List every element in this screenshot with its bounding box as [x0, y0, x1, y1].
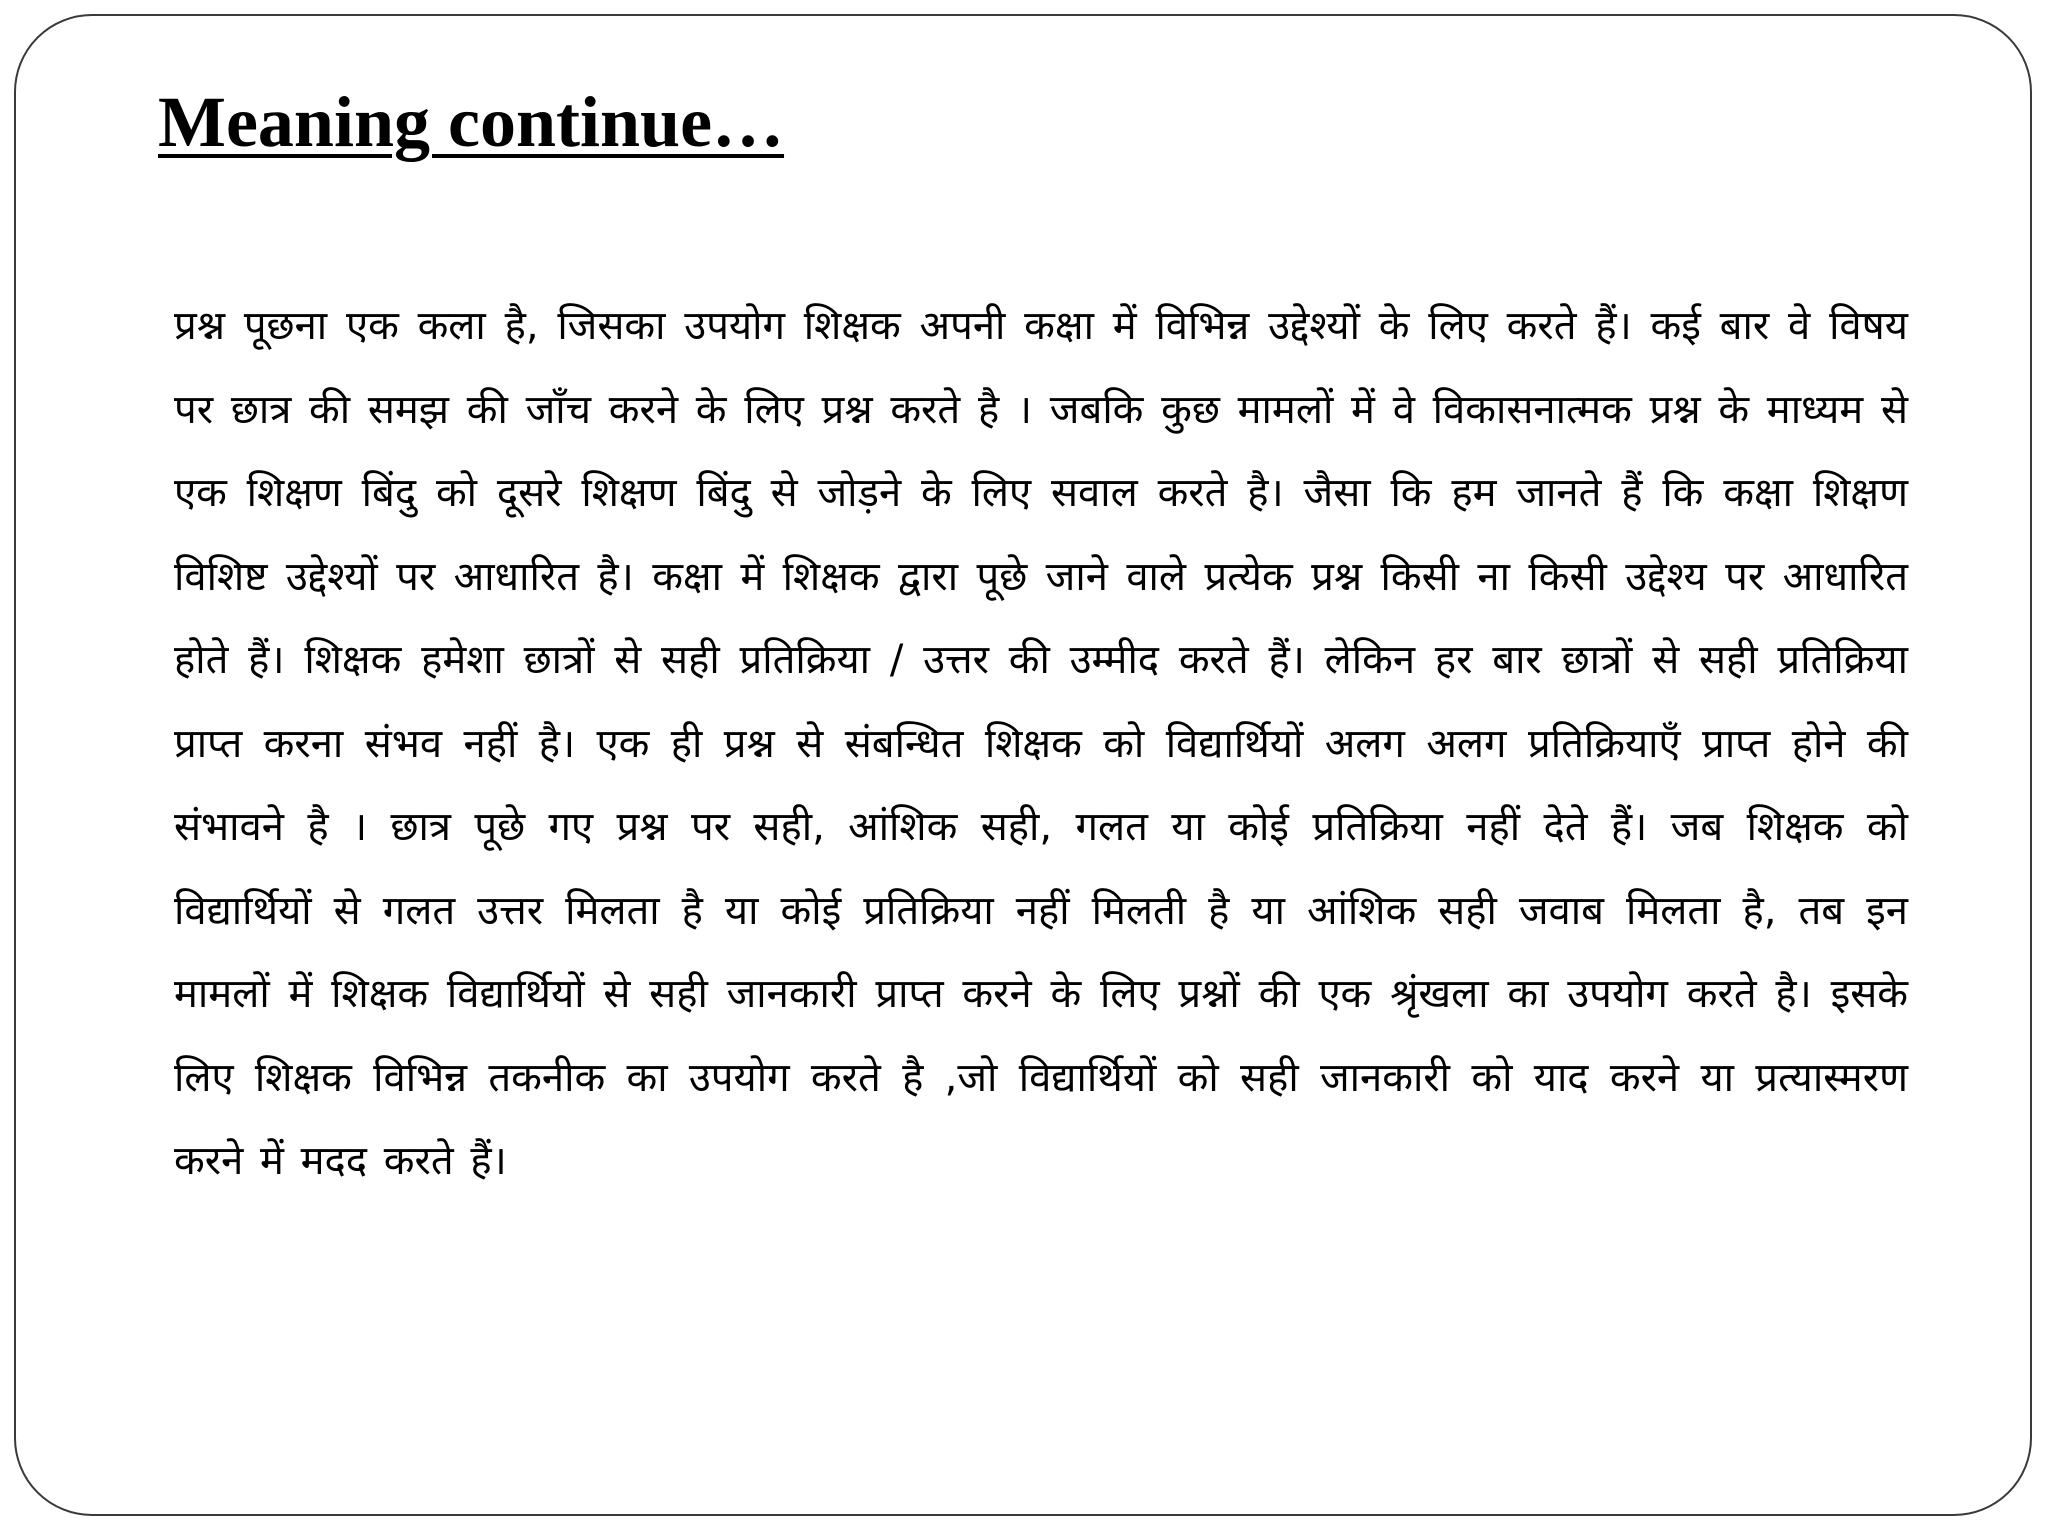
slide-title: Meaning continue…	[158, 82, 785, 162]
slide-body-paragraph: प्रश्न पूछना एक कला है, जिसका उपयोग शिक्षक अपनी कक्षा में विभिन्न उद्देश्यों के लिए करते हैं। कई बार वे विषय पर छात्र की समझ की जाँच करने के लिए प्रश्न करते है । जबकि कुछ मामलों में वे विकासनात्मक प्रश्न के माध्यम से एक शिक्षण बिंदु को दूसरे शिक्षण बिंदु से जोड़ने के लिए सवाल करते है। जैसा कि हम जानते हैं कि कक्षा शिक्षण विशिष्ट उद्देश्यों पर आधारित है। कक्षा में शिक्षक द्वारा पूछे जाने वाले प्रत्येक प्रश्न किसी ना किसी उद्देश्य पर आधारित होते हैं। शिक्षक हमेशा छात्रों से सही प्रतिक्रिया / उत्तर की उम्मीद करते हैं। लेकिन हर बार छात्रों से सही प्रतिक्रिया प्राप्त करना संभव नहीं है। एक ही प्रश्न से संबन्धित शिक्षक को विद्यार्थियों अलग अलग प्रतिक्रियाएँ प्राप्त होने की संभावने है । छात्र पूछे गए प्रश्न पर सही, आंशिक सही, गलत या कोई प्रतिक्रिया नहीं देते हैं। जब शिक्षक को विद्यार्थियों से गलत उत्तर मिलता है या कोई प्रतिक्रिया नहीं मिलती है या आंशिक सही जवाब मिलता है, तब इन मामलों में शिक्षक विद्यार्थियों से सही जानकारी प्राप्त करने के लिए प्रश्नों की एक श्रृंखला का उपयोग करते है। इसके लिए शिक्षक विभिन्न तकनीक का उपयोग करते है ,जो विद्यार्थियों को सही जानकारी को याद करने या प्रत्यास्मरण करने में मदद करते हैं।	[174, 303, 1908, 1184]
